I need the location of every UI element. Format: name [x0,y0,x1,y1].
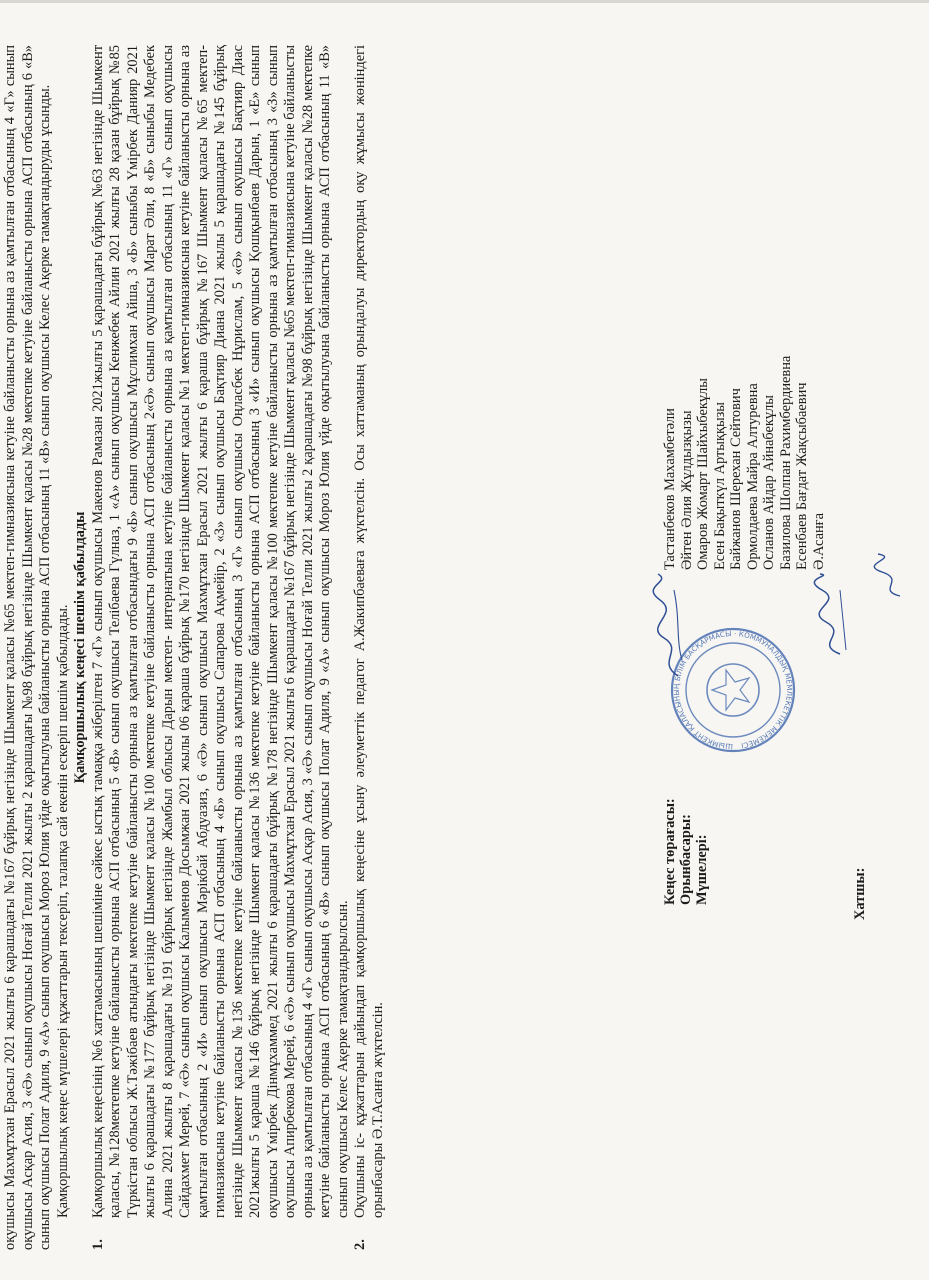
member-name: Осланов Айдар Айнабекұлы [761,395,777,570]
member-name: Байжанов Шерехан Сейтович [728,388,744,570]
item-number: 2. [352,1239,368,1250]
chair-signature [650,570,690,680]
item-text: Қамқоршылық кеңесінің №6 хаттамасының шешіміне сәйкес ыстық тамаққа жіберілген 7 «Г» сынып оқушысы Макенов Рамазан 2021жылғы 5 қарашадағы бұйрық №63 негізінде Шымкент қаласы, №128мектепке кетуіне байланысты орнына АСП отбасының 5 «В» сынып оқушысы Телібаева Гүлназ, 1 «А» сынып оқушысы Кенжебек Айлин 2021 жылғы 28 қазан бұйрық №85 Түркістан облысы Ж.Тәжібаев атындағы мектепке кетуіне байланысты орнына аз қамтылған отбасындағы 9 «Б» сынып оқушысы Мұслимхан Айша, 3 «Б» сыныбы Үмірбек Данияр 2021 жылғы 6 қарашадағы №177 бұйрық негізінде Шымкент қаласы №100 мектепке кетуіне байланысты орнына АСП отбасының 2«Ә» сынып оқушысы Марат Әли, 8 «Б» сыныбы Медебек Алина 2021 жылғы 8 қарашадағы №191 бұйрық негізінде Жамбыл облысы Дарын мектеп- интернатына кетуіне байланысты орнына аз қамтылған отбасының 11 «Г» сынып оқушысы Сайдахмет Мерей, 7 «Ә» сынып оқушысы Калыменов Досымжан 2021 жылы 06 қараша бұйрық №170 негізінде Шымкент қаласы №1 мектеп-гимназиясына кетуіне байланысты орнына аз қамтылған отбасының 2 «И» сынып оқушысы Мәрікбай Абдуазиз, 6 «Ә» сынып оқушысы Махмұтхан Ерасыл 2021 жылғы 6 қараша бұйрық №167 Шымкент қаласы №65 мектеп-гимназиясына кетуіне байланысты орнына АСП отбасының 4 «Б» сынып оқушысы Сапарова Ақмейір, 2 «З» сынып оқушысы Бақтияр Диана 2021 жылы 5 қарашадағы №145 бұйрық негізінде Шымкент қаласы №136 мектепке кетуіне байланысты орнына аз қамтылған отбасының 3 «Г» сынып оқушысы Оңласбек Нұрислам, 5 «Ә» сынып оқушысы Бақтияр Диас 2021жылғы 5 қараша №146 бұйрық негізінде Шымкент қаласы №136 мектепке кетуіне байланысты орнына АСП отбасының 3 «И» сынып оқушысы Қошқынбаев Дарын, 1 «Е» сынып оқушысы Үмірбек Дінмұхаммед 2021 жылғы 6 қарашадағы бұйрық №178 негізінде Шымкент қаласы №100 мектепке кетуіне байланысты орнына аз қамтылған отбасының 3 «З» сынып оқушысы Апирбекова Мерей, 6 «Ә» сынып оқушысы Махмұтхан Ерасыл 2021 жылғы 6 қарашадағы №167 бұйрық негізінде Шымкент қаласы №65 мектеп-гимназиясына кетуіне байланысты орнына аз қамтылған отбасының 4 «Г» сынып оқушысы Асқар Асия, 3 «Ә» сынып оқушысы Ноғай Телли 2021 жылғы 2 қарашадағы №98 бұйрық негізінде Шымкент қаласы №28 мектепке кетуіне байланысты орнына АСП отбасының 6 «В» сынып оқушысы Полат Адиля, 9 «А» сынып оқушысы Мороз Юлия үйде оқытылуына байланысты орнына АСП отбасының 11 «В» сынып оқушысы Келес Ақерке тамақтандырылсын. [89,45,351,1218]
member-signature [870,550,910,600]
member-name: Ормолдаева Майра Алтуревна [744,383,761,570]
stamp-text: ШЫМКЕНТ ҚАЛАСЫНЫҢ БІЛІМ БАСҚАРМАСЫ · КОММУНАЛДЫҚ МЕМЛЕКЕТТІК МЕКЕМЕСІ [671,628,795,752]
emblem-icon [707,664,759,716]
member-name: Базилова Шолпан Рахимбердиевна [777,355,794,570]
member-name: Есен Бақыткүл Артыққызы [711,402,728,570]
member-names [662,356,827,570]
members-label: Мүшелері: [694,834,710,905]
item-number: 1. [89,1239,106,1250]
intro-paragraph: оқушысы Махмұтхан Ерасыл 2021 жылғы 6 қарашадағы №167 бұйрық негізінде Шымкент қаласы №65 мектеп-гимназиясына кетуіне байланысты орнына аз қамтылған отбасының 4 «Г» сынып оқушысы Асқар Асия, 3 «Ә» сынып оқушысы Ноғай Телли 2021 жылғы 2 қарашадағы №98 бұйрық негізінде Шымкент қаласы №28 мектепке кетуіне байланысты орнына АСП отбасының 6 «В» сынып оқушысы Полат Адиля, 9 «А» сынып оқушысы Мороз Юлия үйде оқытылуына байланысты орнына АСП отбасының 11 «В» сынып оқушысы Келес Ақерке тамақтандыруды ұсынды. [2,45,53,1250]
chair-label: Кеңес төрағасы: [662,798,678,905]
member-name: Тастанбеков Махамбетәли [662,408,678,570]
member-name: Ә.Асанға [810,513,827,570]
member-name: Омаров Жомарт Шайхыбекұлы [695,378,711,570]
decision-heading: Қамқоршылық кеңесі шешім қабылдады [72,511,88,784]
svg-text:ШЫМКЕНТ ҚАЛАСЫНЫҢ БІЛІМ БАСҚАР [672,629,794,751]
secretary-label: Хатшы: [852,867,868,920]
secretary-signature [810,570,852,660]
deputy-label: Орынбасары: [678,814,694,905]
member-name: Әйтен Әлия Жұлдызқызы [678,410,695,570]
reviewed-paragraph: Қамқоршылық кеңес мүшелері құжаттарын тексеріп, талапқа сай екенін ескеріп шешім қабылдады. [54,604,71,1218]
member-name: Есенбаев Бағдат Жақсыбаевич [794,382,810,570]
item-text: Оқушыны іс- құжаттарын дайындап қамқоршылық кеңесіне ұсыну әлеуметтік педагог А.Жакипбаеваға жүктелсін. Осы хаттаманың орындалуы директордың оқу жұмысы жөніндегі орынбасары Ә.Т.Асанға жүктелсін. [352,45,386,1218]
